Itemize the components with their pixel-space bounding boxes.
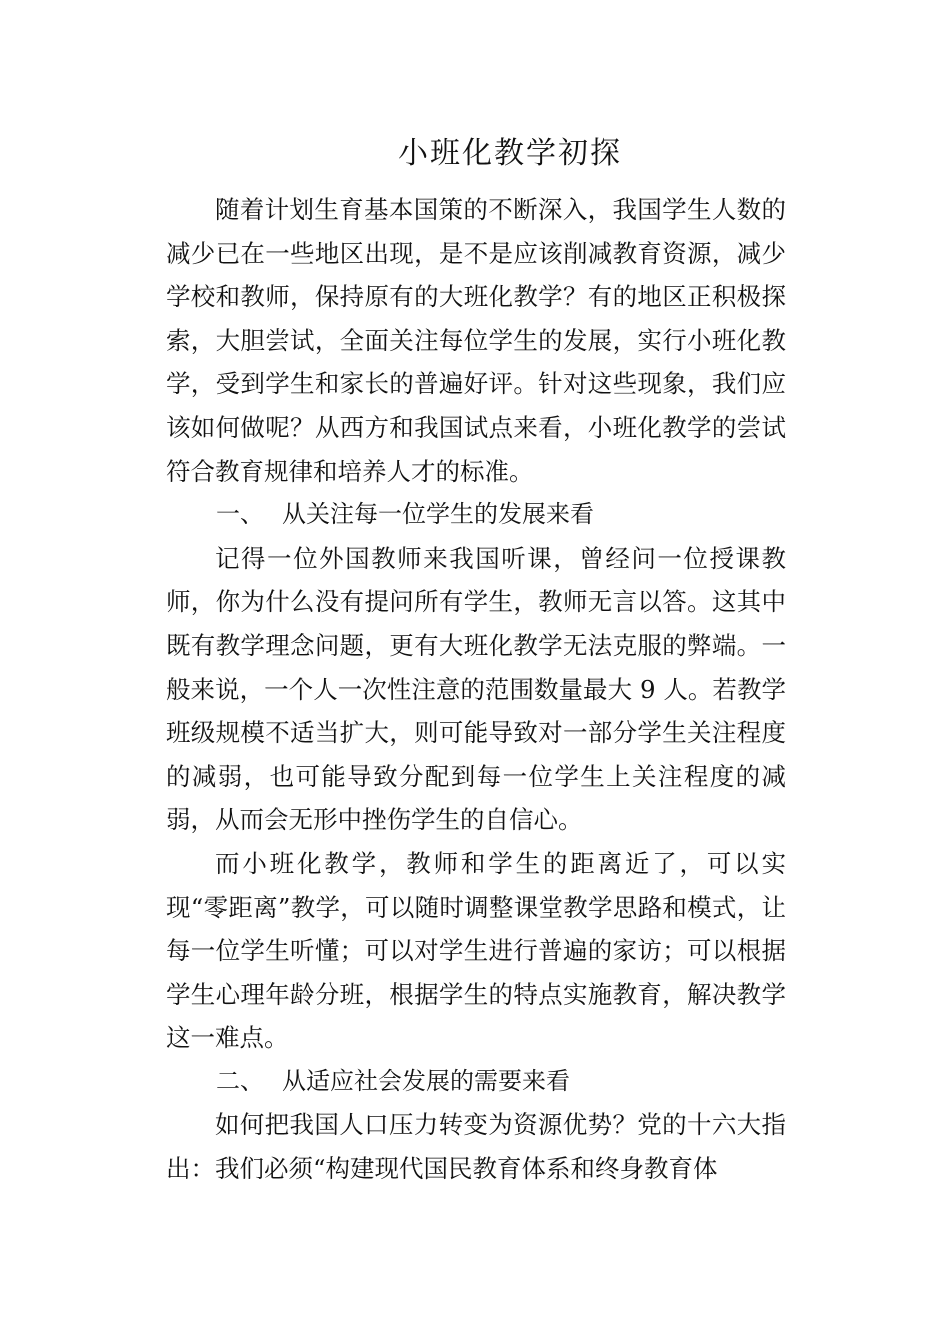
document-body xyxy=(166,188,786,1191)
section-1-number: 一、 xyxy=(216,500,264,529)
section-1-paragraph-1: 记得一位外国教师来我国听课，曾经问一位授课教师，你为什么没有提问所有学生，教师无言以答。这其中既有教学理念问题，更有大班化教学无法克服的弊端。一般来说，一个人一次性注意的范围数量最大 9 人。若教学班级规模不适当扩大，则可能导致对一部分学生关注程度的减弱，也可能导致分配到每一位学生上关注程度的减弱，从而会无形中挫伤学生的自信心。 xyxy=(166,543,786,835)
document-title: 小班化教学初探 xyxy=(398,136,622,171)
section-2-number: 二、 xyxy=(216,1066,264,1095)
section-2-paragraph-1: 如何把我国人口压力转变为资源优势？党的十六大指出：我们必须“构建现代国民教育体系和终身教育体 xyxy=(166,1110,786,1184)
section-1-paragraph-2: 而小班化教学，教师和学生的距离近了，可以实现“零距离”教学，可以随时调整课堂教学思路和模式，让每一位学生听懂；可以对学生进行普遍的家访；可以根据学生心理年龄分班，根据学生的特点实施教育，解决教学这一难点。 xyxy=(166,848,786,1053)
section-2-title: 从适应社会发展的需要来看 xyxy=(282,1066,570,1095)
section-2-heading xyxy=(166,1060,786,1104)
section-1-heading xyxy=(166,493,786,537)
section-1-title: 从关注每一位学生的发展来看 xyxy=(282,500,594,529)
intro-paragraph: 随着计划生育基本国策的不断深入，我国学生人数的减少已在一些地区出现，是不是应该削减教育资源，减少学校和教师，保持原有的大班化教学？有的地区正积极探索，大胆尝试，全面关注每位学生的发展，实行小班化教学，受到学生和家长的普遍好评。针对这些现象，我们应该如何做呢？从西方和我国试点来看，小班化教学的尝试符合教育规律和培养人才的标准。 xyxy=(166,195,786,486)
